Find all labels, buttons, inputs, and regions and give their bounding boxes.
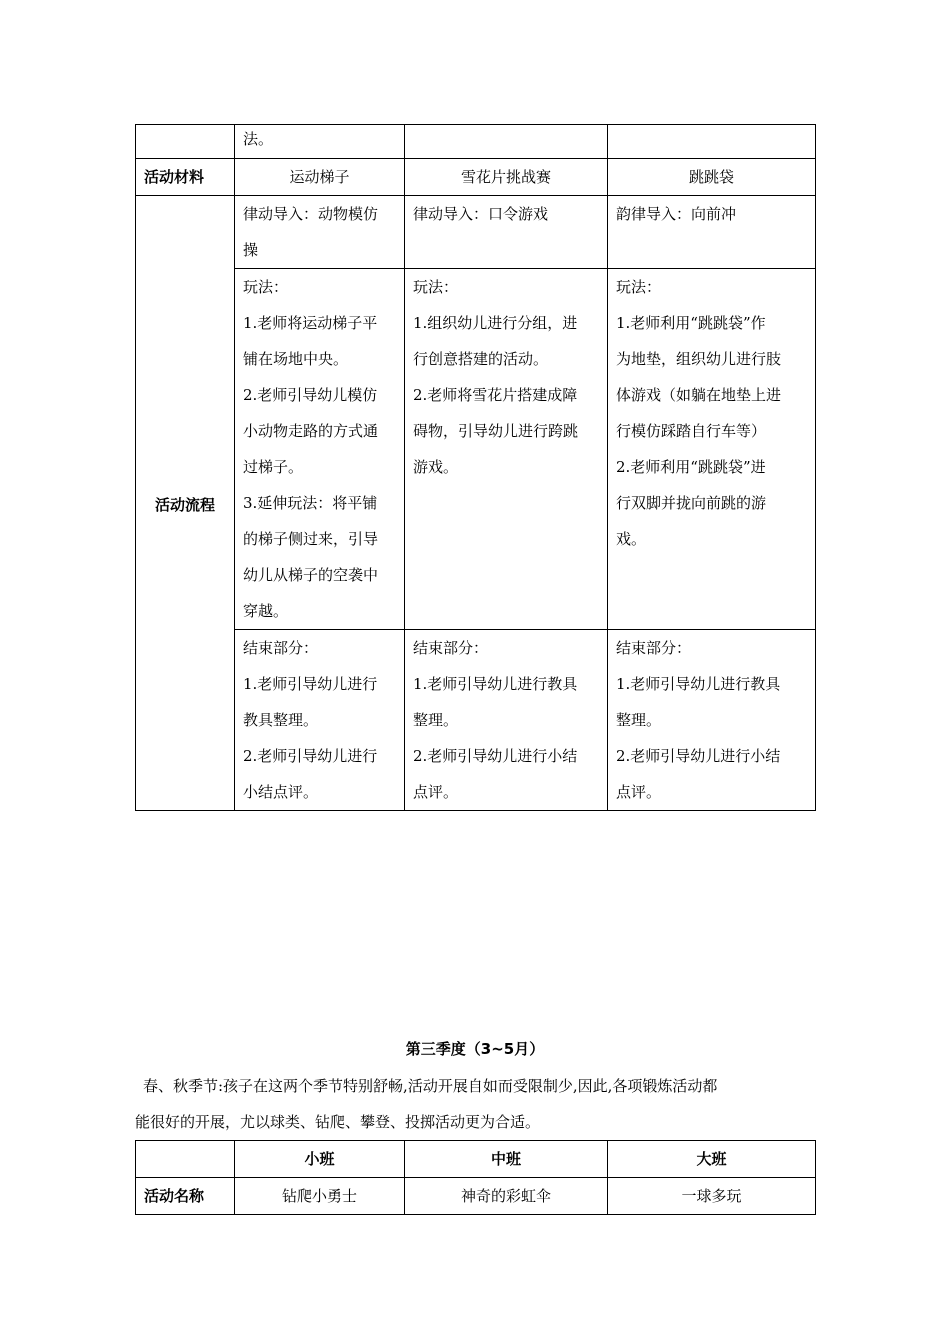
table-row bbox=[136, 125, 816, 159]
line: 碍物，引导幼儿进行跨跳 bbox=[413, 422, 579, 440]
line: 操 bbox=[243, 241, 259, 259]
cell-materials-big: 跳跳袋 bbox=[608, 159, 816, 196]
line: 玩法： bbox=[413, 278, 459, 296]
line: 戏。 bbox=[616, 530, 647, 548]
row-label-process: 活动流程 bbox=[136, 196, 235, 811]
intro-line: 春、秋季节:孩子在这两个季节特别舒畅,活动开展自如而受限制少,因此,各项锻炼活动都 bbox=[143, 1077, 718, 1095]
line: 结束部分： bbox=[413, 639, 489, 657]
line: 1.组织幼儿进行分组，进 bbox=[413, 314, 578, 332]
line: 的梯子侧过来，引导 bbox=[243, 530, 379, 548]
line: 点评。 bbox=[413, 783, 459, 801]
line: 2.老师利用“跳跳袋”进 bbox=[616, 458, 766, 476]
line: 1.老师引导幼儿进行教具 bbox=[413, 675, 578, 693]
line: 铺在场地中央。 bbox=[243, 350, 349, 368]
cell-play-small bbox=[235, 269, 405, 630]
row-label-activity-name: 活动名称 bbox=[136, 1178, 235, 1215]
line: 行双脚并拢向前跳的游 bbox=[616, 494, 767, 512]
line: 幼儿从梯子的空袭中 bbox=[243, 566, 379, 584]
cell-text: 法。 bbox=[243, 130, 274, 148]
line: 律动导入：口令游戏 bbox=[413, 205, 549, 223]
line: 律动导入：动物模仿 bbox=[243, 205, 379, 223]
table-row-materials bbox=[136, 159, 816, 196]
cell-ending-big bbox=[608, 630, 816, 811]
activity-table-upper bbox=[135, 124, 816, 811]
cell-name-small: 钻爬小勇士 bbox=[235, 1178, 405, 1215]
header-blank bbox=[136, 1141, 235, 1178]
line: 点评。 bbox=[616, 783, 662, 801]
line: 2.老师引导幼儿进行小结 bbox=[413, 747, 578, 765]
line: 游戏。 bbox=[413, 458, 459, 476]
line: 行创意搭建的活动。 bbox=[413, 350, 549, 368]
row-label-materials: 活动材料 bbox=[136, 159, 235, 196]
cell-play-middle bbox=[405, 269, 608, 630]
cell-play-big bbox=[608, 269, 816, 630]
line: 整理。 bbox=[413, 711, 459, 729]
line: 1.老师利用“跳跳袋”作 bbox=[616, 314, 766, 332]
section-title: 第三季度（3~5月） bbox=[405, 1040, 545, 1058]
cell-warmup-middle bbox=[405, 196, 608, 269]
line: 2.老师引导幼儿进行小结 bbox=[616, 747, 781, 765]
cell-warmup-small bbox=[235, 196, 405, 269]
line: 过梯子。 bbox=[243, 458, 304, 476]
intro-line: 能很好的开展，尤以球类、钻爬、攀登、投掷活动更为合适。 bbox=[135, 1113, 541, 1131]
table-cell bbox=[136, 125, 235, 159]
intro-paragraph bbox=[135, 1068, 820, 1140]
line: 2.老师引导幼儿模仿 bbox=[243, 386, 378, 404]
line: 玩法： bbox=[243, 278, 289, 296]
header-big-class: 大班 bbox=[608, 1141, 816, 1178]
table-row-ending bbox=[136, 630, 816, 811]
line: 小结点评。 bbox=[243, 783, 319, 801]
table-row-warmup bbox=[136, 196, 816, 269]
table-row-play bbox=[136, 269, 816, 630]
line: 整理。 bbox=[616, 711, 662, 729]
table-cell bbox=[405, 125, 608, 159]
line: 韵律导入：向前冲 bbox=[616, 205, 737, 223]
cell-ending-middle bbox=[405, 630, 608, 811]
header-middle-class: 中班 bbox=[405, 1141, 608, 1178]
cell-materials-middle: 雪花片挑战赛 bbox=[405, 159, 608, 196]
header-small-class: 小班 bbox=[235, 1141, 405, 1178]
line: 2.老师将雪花片搭建成障 bbox=[413, 386, 578, 404]
cell-name-middle: 神奇的彩虹伞 bbox=[405, 1178, 608, 1215]
line: 1.老师引导幼儿进行 bbox=[243, 675, 378, 693]
line: 1.老师引导幼儿进行教具 bbox=[616, 675, 781, 693]
cell-ending-small bbox=[235, 630, 405, 811]
cell-name-big: 一球多玩 bbox=[608, 1178, 816, 1215]
table-row-activity-name bbox=[136, 1178, 816, 1215]
table-header-row bbox=[136, 1141, 816, 1178]
line: 玩法： bbox=[616, 278, 662, 296]
activity-table-q3 bbox=[135, 1140, 816, 1215]
line: 1.老师将运动梯子平 bbox=[243, 314, 378, 332]
line: 结束部分： bbox=[616, 639, 692, 657]
cell-warmup-big bbox=[608, 196, 816, 269]
cell-materials-small: 运动梯子 bbox=[235, 159, 405, 196]
line: 体游戏（如躺在地垫上进 bbox=[616, 386, 782, 404]
table-cell bbox=[608, 125, 816, 159]
line: 教具整理。 bbox=[243, 711, 319, 729]
line: 结束部分： bbox=[243, 639, 319, 657]
line: 小动物走路的方式通 bbox=[243, 422, 379, 440]
line: 2.老师引导幼儿进行 bbox=[243, 747, 378, 765]
line: 3.延伸玩法：将平铺 bbox=[243, 494, 378, 512]
line: 穿越。 bbox=[243, 602, 289, 620]
line: 行模仿踩踏自行车等） bbox=[616, 422, 767, 440]
line: 为地垫，组织幼儿进行肢 bbox=[616, 350, 782, 368]
table-cell bbox=[235, 125, 405, 159]
